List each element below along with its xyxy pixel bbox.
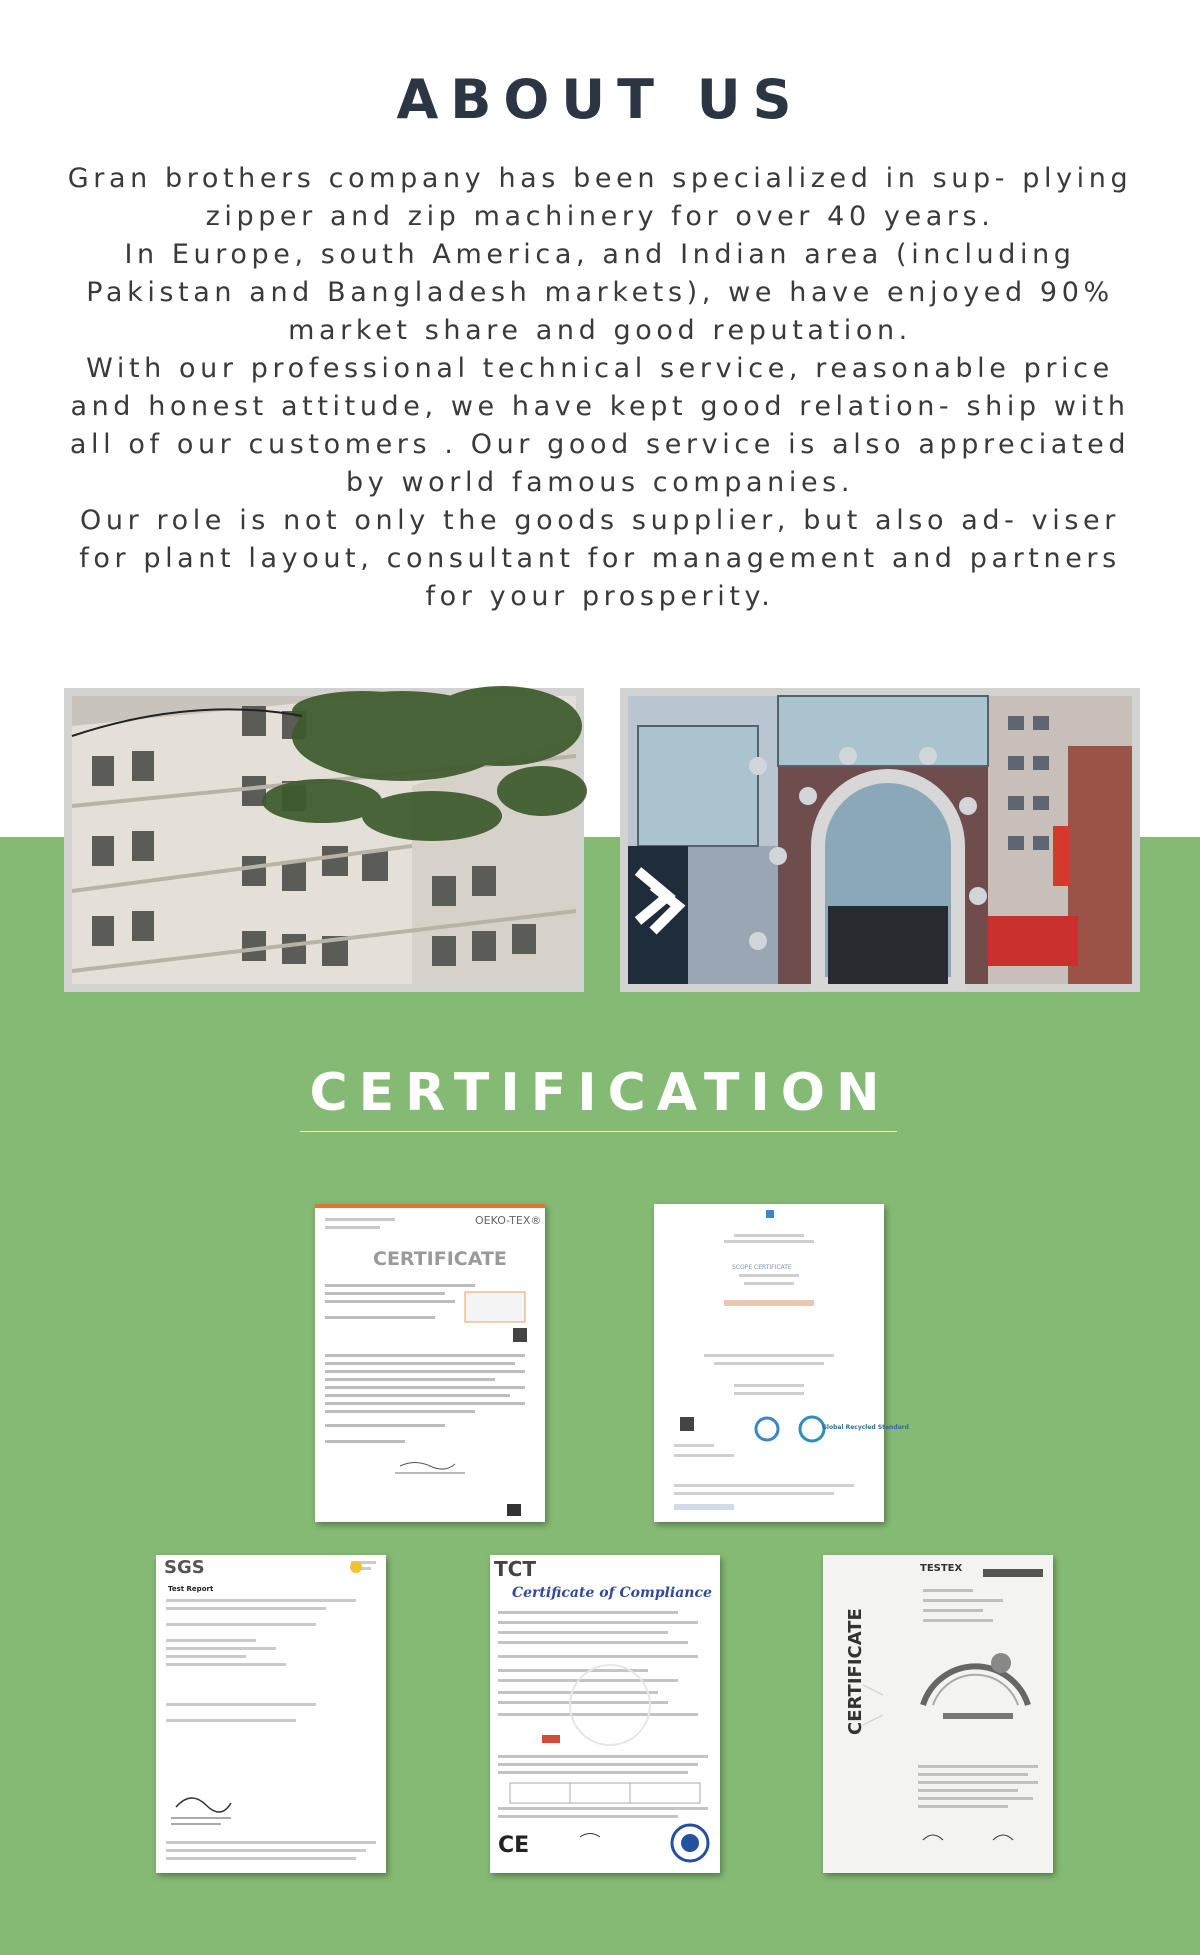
cert-brand: OEKO-TEX®	[475, 1214, 542, 1227]
cert-heading: CERTIFICATE	[845, 1608, 866, 1735]
cert-brand: TCT	[494, 1557, 536, 1581]
certification-title: CERTIFICATION	[309, 1063, 891, 1123]
certification-underline	[300, 1131, 897, 1132]
cert-heading: CERTIFICATE	[373, 1248, 507, 1270]
cert-heading: Test Report	[168, 1585, 214, 1593]
cert-heading: SCOPE CERTIFICATE	[732, 1264, 792, 1271]
scope-certificate	[654, 1204, 909, 1522]
factory-building-photo	[64, 688, 584, 992]
testex-certificate	[823, 1555, 1053, 1873]
cert-heading: Certificate of Compliance	[512, 1585, 712, 1601]
ce-mark-icon: CE	[498, 1833, 530, 1858]
cert-brand: SGS	[164, 1557, 205, 1578]
oeko-tex-certificate	[315, 1204, 545, 1522]
office-building-photo	[620, 688, 1140, 992]
about-paragraph: With our professional technical service, reasonable price and honest attitude, we have kept good relation- ship with all of our customers . Our good service is also appreciated by world famous companies.	[69, 353, 1131, 498]
about-paragraph: Gran brothers company has been specialized in sup- plying zipper and zip machinery for over 40 years.	[67, 163, 1133, 232]
sgs-test-report	[156, 1555, 386, 1873]
about-paragraph: In Europe, south America, and Indian area (including Pakistan and Bangladesh markets), we have enjoyed 90% market share and good reputation.	[86, 239, 1114, 346]
tct-certificate-of-compliance	[490, 1555, 720, 1873]
cert-brand: TESTEX	[920, 1563, 963, 1574]
about-us-body	[60, 160, 1140, 616]
about-paragraph: Our role is not only the goods supplier, but also ad- viser for plant layout, consultant for management and partners for your prosperity.	[79, 505, 1121, 612]
cert-badge: Global Recycled Standard	[822, 1424, 909, 1431]
about-us-title: ABOUT US	[396, 68, 804, 131]
